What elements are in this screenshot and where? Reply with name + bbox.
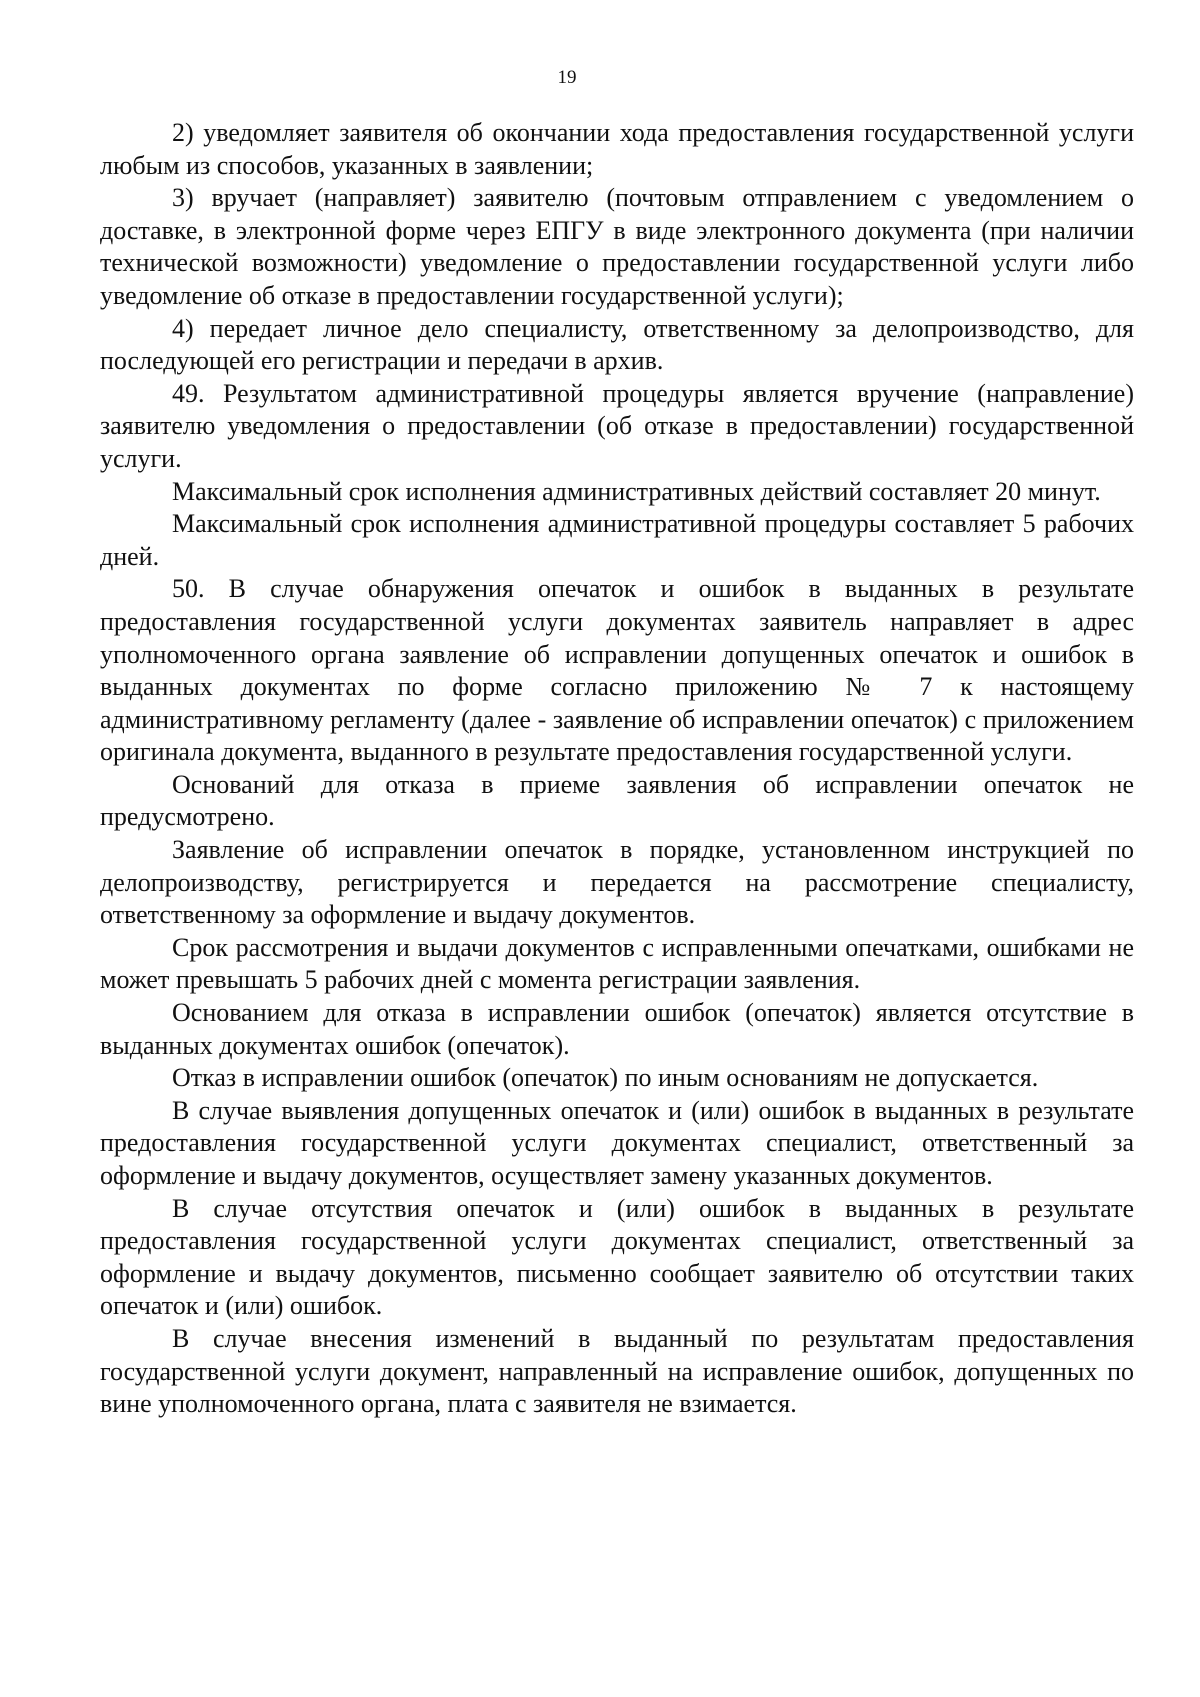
page-number: 19 xyxy=(557,67,577,88)
paragraph-50: 50. В случае обнаружения опечаток и ошибок в выданных в результате предоставления государственной услуги документах заявитель направляет в адрес уполномоченного органа заявление об исправлении допущенных опечаток и ошибок в выданных документах по форме согласно приложению № 7 к настоящему административному регламенту (далее - заявление об исправлении опечаток) с приложением оригинала документа, выданного в результате предоставления государственной услуги. xyxy=(100,574,1134,767)
paragraph-no-fee: В случае внесения изменений в выданный по результатам предоставления государственной услуги документ, направленный на исправление ошибок, допущенных по вине уполномоченного органа, плата с заявителя не взимается. xyxy=(100,1323,1134,1419)
paragraph-no-errors: В случае отсутствия опечаток и (или) ошибок в выданных в результате предоставления государственной услуги документах специалист, ответственный за оформление и выдачу документов, письменно сообщает заявителю об отсутствии таких опечаток и (или) ошибок. xyxy=(100,1193,1134,1321)
paragraph-item-3: 3) вручает (направляет) заявителю (почтовым отправлением с уведомлением о доставке, в электронной форме через ЕПГУ в виде электронного документа (при наличии технической возможности) уведомление о предоставлении государственной услуги либо уведомление об отказе в предоставлении государственной услуги); xyxy=(100,183,1134,310)
paragraph-max-procedure-time: Максимальный срок исполнения административной процедуры составляет 5 рабочих дней. xyxy=(100,509,1134,571)
paragraph-refusal-grounds: Основанием для отказа в исправлении ошибок (опечаток) является отсутствие в выданных документах ошибок (опечаток). xyxy=(100,998,1134,1060)
paragraph-item-2: 2) уведомляет заявителя об окончании хода предоставления государственной услуги любым из способов, указанных в заявлении; xyxy=(100,118,1134,180)
paragraph-no-refusal-grounds: Оснований для отказа в приеме заявления об исправлении опечаток не предусмотрено. xyxy=(100,769,1134,832)
paragraph-49: 49. Результатом административной процедуры является вручение (направление) заявителю уведомления о предоставлении (об отказе в предоставлении) государственной услуги. xyxy=(100,378,1134,473)
document-body xyxy=(100,117,1134,1421)
paragraph-max-actions-time: Максимальный срок исполнения административных действий составляет 20 минут. xyxy=(172,476,1101,506)
paragraph-item-4: 4) передает личное дело специалисту, ответственному за делопроизводство, для последующей его регистрации и передачи в архив. xyxy=(100,313,1134,376)
paragraph-registration: Заявление об исправлении опечаток в порядке, установленном инструкцией по делопроизводству, регистрируется и передается на рассмотрение специалисту, ответственному за оформление и выдачу документов. xyxy=(100,835,1134,930)
paragraph-review-term: Срок рассмотрения и выдачи документов с исправленными опечатками, ошибками не может превышать 5 рабочих дней с момента регистрации заявления. xyxy=(100,932,1134,995)
paragraph-replacement: В случае выявления допущенных опечаток и (или) ошибок в выданных в результате предоставления государственной услуги документах специалист, ответственный за оформление и выдачу документов, осуществляет замену указанных документов. xyxy=(100,1095,1134,1190)
paragraph-refusal-other: Отказ в исправлении ошибок (опечаток) по иным основаниям не допускается. xyxy=(172,1063,1039,1093)
